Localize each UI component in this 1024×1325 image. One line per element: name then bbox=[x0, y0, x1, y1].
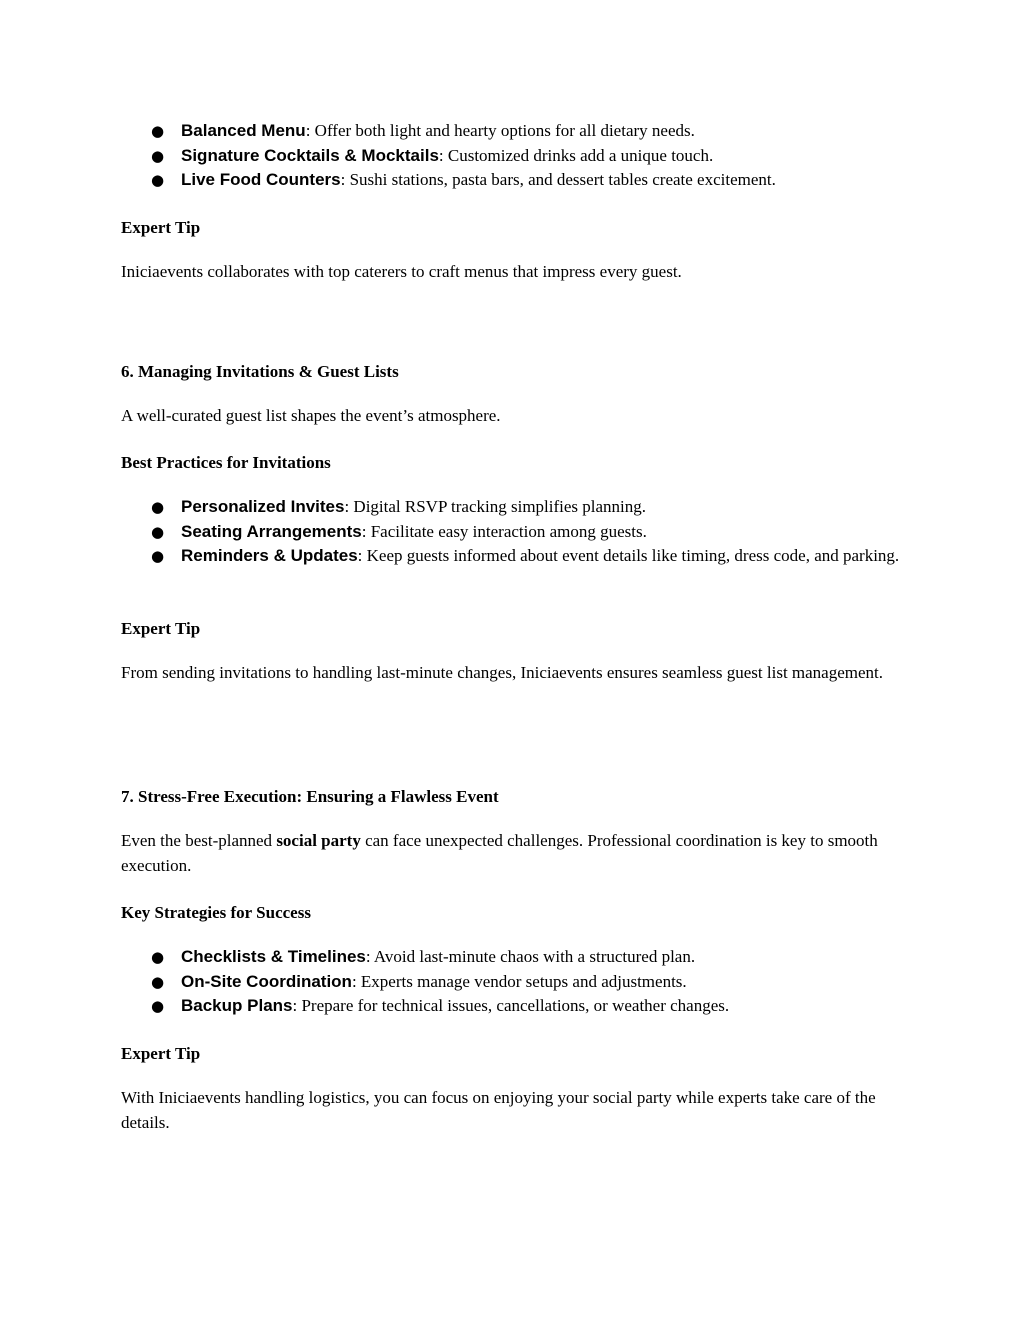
list-item bbox=[121, 544, 901, 569]
section-subheading: Key Strategies for Success bbox=[121, 903, 311, 922]
list-item-text: : Customized drinks add a unique touch. bbox=[438, 145, 714, 165]
bullet-icon: ● bbox=[151, 171, 165, 189]
section-intro: A well-curated guest list shapes the event’s atmosphere. bbox=[121, 406, 501, 425]
list-item-term: Checklists & Timelines bbox=[181, 947, 366, 966]
list-item-text: : Keep guests informed about event details like timing, dress code, and parking. bbox=[357, 546, 900, 565]
section-heading: 6. Managing Invitations & Guest Lists bbox=[121, 362, 399, 381]
list-item-term: Seating Arrangements bbox=[181, 521, 362, 541]
intro-text: Even the best-planned bbox=[121, 831, 277, 850]
list-item bbox=[121, 994, 901, 1019]
expert-tip-text: Iniciaevents collaborates with top caterers to craft menus that impress every guest. bbox=[121, 262, 682, 281]
bullet-icon: ● bbox=[151, 122, 165, 140]
section-intro bbox=[121, 829, 901, 878]
bullet-icon: ● bbox=[151, 972, 165, 991]
expert-tip-heading: Expert Tip bbox=[121, 1044, 201, 1063]
expert-tip-heading: Expert Tip bbox=[121, 218, 201, 237]
list-item-term: Backup Plans bbox=[181, 996, 293, 1015]
list-item-term: Live Food Counters bbox=[181, 170, 341, 189]
list-item bbox=[121, 119, 901, 144]
list-item-term: Signature Cocktails & Mocktails bbox=[181, 145, 439, 165]
list-item-term: Balanced Menu bbox=[181, 121, 306, 140]
success-strategies-list bbox=[121, 945, 901, 1019]
bullet-icon: ● bbox=[151, 997, 165, 1015]
list-item-term: Reminders & Updates bbox=[181, 546, 358, 565]
section-subheading: Best Practices for Invitations bbox=[121, 453, 331, 472]
expert-tip-heading: Expert Tip bbox=[121, 619, 201, 638]
list-item bbox=[121, 144, 901, 169]
bullet-icon: ● bbox=[151, 522, 165, 541]
list-item-text: : Digital RSVP tracking simplifies planning. bbox=[344, 497, 647, 516]
list-item-text: : Offer both light and hearty options for all dietary needs. bbox=[305, 121, 695, 140]
intro-emphasis: social party bbox=[276, 831, 361, 850]
bullet-icon: ● bbox=[151, 146, 165, 165]
list-item-text: : Avoid last-minute chaos with a structured plan. bbox=[365, 947, 696, 966]
section-heading: 7. Stress-Free Execution: Ensuring a Flawless Event bbox=[121, 787, 499, 806]
bullet-icon: ● bbox=[151, 948, 165, 966]
list-item bbox=[121, 168, 901, 193]
list-item-text: : Sushi stations, pasta bars, and dessert tables create excitement. bbox=[340, 170, 776, 189]
intro-text: can face unexpected challenges. Professional coordination is key to smooth execution. bbox=[121, 831, 878, 875]
list-item-term: On-Site Coordination bbox=[181, 971, 352, 991]
expert-tip-text: With Iniciaevents handling logistics, you can focus on enjoying your social party while experts take care of the details. bbox=[121, 1088, 876, 1132]
menu-tips-list bbox=[121, 119, 901, 193]
list-item bbox=[121, 495, 901, 520]
bullet-icon: ● bbox=[151, 547, 165, 565]
list-item bbox=[121, 945, 901, 970]
invitation-practices-list bbox=[121, 495, 901, 569]
list-item-term: Personalized Invites bbox=[181, 497, 345, 516]
bullet-icon: ● bbox=[151, 498, 165, 516]
list-item-text: : Experts manage vendor setups and adjustments. bbox=[351, 971, 687, 991]
list-item-text: : Prepare for technical issues, cancellations, or weather changes. bbox=[292, 996, 730, 1015]
list-item bbox=[121, 970, 901, 995]
list-item bbox=[121, 520, 901, 545]
expert-tip-text: From sending invitations to handling last-minute changes, Iniciaevents ensures seamless guest list management. bbox=[121, 663, 884, 682]
list-item-text: : Facilitate easy interaction among guests. bbox=[361, 521, 647, 541]
